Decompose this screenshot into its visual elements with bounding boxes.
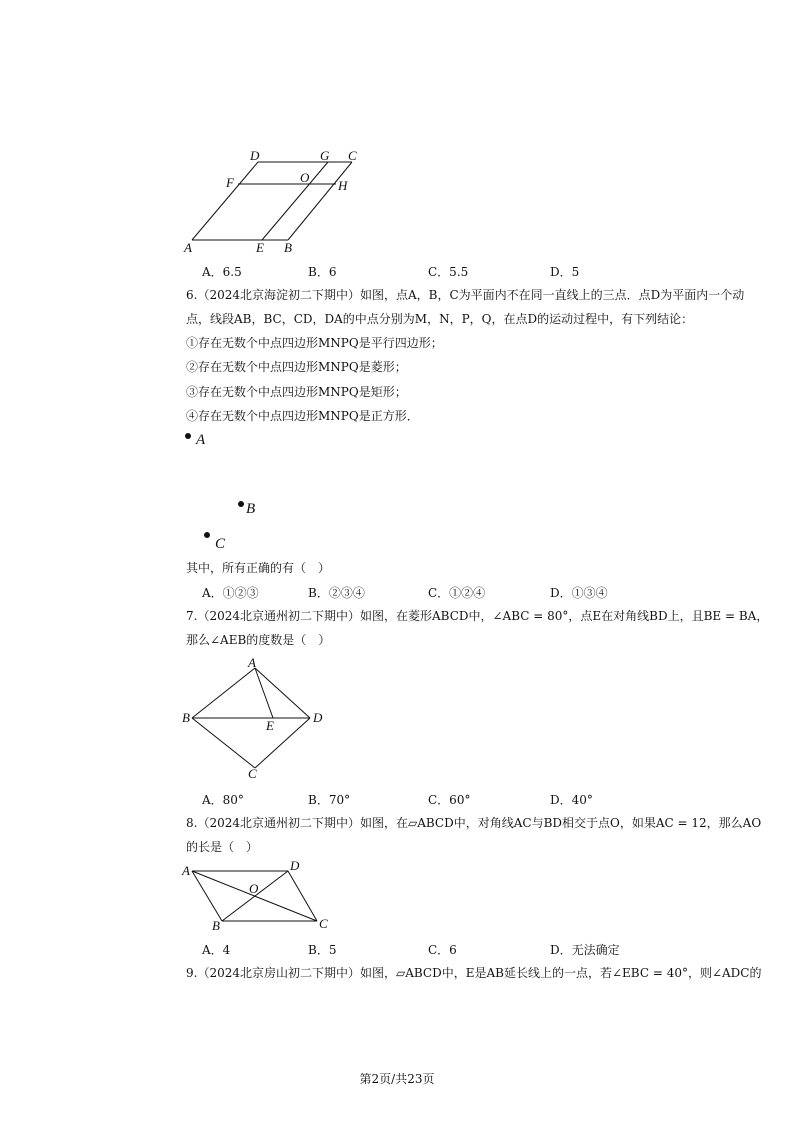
q8-text-line1: 8.（2024北京通州初二下期中）如图，在▱ABCD中，对角线AC与BD相交于点O，如果AC = 12，那么AO (186, 816, 762, 830)
q7-text-line1: 7.（2024北京通州初二下期中）如图，在菱形ABCD中，∠ABC = 80°，点E在对角线BD上，且BE = BA， (186, 609, 769, 623)
points-figure-q6 (180, 428, 270, 556)
label-A: A (184, 240, 192, 255)
label-E: E (256, 240, 264, 255)
label-C: C (348, 148, 357, 163)
segment-AB (192, 871, 222, 921)
segment-DC (255, 718, 310, 768)
q5-option-b: B．6 (308, 265, 337, 279)
label-O: O (300, 170, 310, 185)
segment-AE (255, 668, 273, 718)
q6-option-d: D．①③④ (550, 586, 608, 600)
q8-option-a: A．4 (202, 943, 231, 957)
q7-text-line2: 那么∠AEB的度数是（ ） (186, 633, 331, 647)
label-A: A (182, 863, 190, 878)
q7-option-c: C．60° (428, 793, 471, 807)
q6-option-c: C．①②④ (428, 586, 486, 600)
q8-option-c: C．6 (428, 943, 457, 957)
segment-AD (192, 162, 258, 240)
q7-option-d: D．40° (550, 793, 593, 807)
diagonal-BD (222, 871, 288, 921)
q7-option-b: B．70° (308, 793, 351, 807)
label-G: G (320, 148, 330, 163)
q5-option-d: D．5 (550, 265, 580, 279)
q8-option-b: B．5 (308, 943, 337, 957)
segment-CB (192, 718, 255, 768)
segment-BA (192, 668, 255, 718)
label-O: O (249, 881, 259, 896)
q6-text-line1: 6.（2024北京海淀初二下期中）如图，点A，B，C为平面内不在同一直线上的三点．点D为平面内一个动 (186, 288, 745, 302)
parallelogram-figure-q5 (176, 146, 376, 256)
q6-question: 其中，所有正确的有（ ） (186, 561, 331, 575)
page-footer: 第2页/共23页 (359, 1072, 435, 1086)
segment-DC (288, 871, 317, 921)
q8-text-line2: 的长是（ ） (186, 840, 259, 854)
label-B: B (182, 710, 190, 725)
segment-BC (288, 162, 352, 240)
label-D: D (290, 858, 300, 873)
q7-option-a: A．80° (202, 793, 244, 807)
point-C-label: C (215, 536, 226, 552)
q5-option-c: C．5.5 (428, 265, 469, 279)
point-B-label: B (246, 501, 256, 517)
label-A: A (248, 655, 256, 670)
q9-text-line1: 9.（2024北京房山初二下期中）如图，▱ABCD中，E是AB延长线上的一点，若∠EBC = 40°，则∠ADC的 (186, 966, 762, 980)
q6-option-a: A．①②③ (202, 586, 259, 600)
q8-option-d: D．无法确定 (550, 943, 620, 957)
label-H: H (338, 178, 348, 193)
label-C: C (319, 916, 328, 931)
point-C-dot (204, 532, 210, 538)
parallelogram-figure-q8 (178, 858, 338, 936)
q6-statement-4: ④存在无数个中点四边形MNPQ是正方形． (186, 409, 419, 423)
q6-statement-1: ①存在无数个中点四边形MNPQ是平行四边形； (186, 336, 443, 350)
point-A-dot (185, 433, 191, 439)
label-C: C (248, 766, 257, 781)
label-F: F (226, 175, 234, 190)
segment-EG (262, 162, 328, 240)
point-B-dot (238, 501, 244, 507)
label-D: D (313, 710, 323, 725)
q5-option-a: A．6.5 (202, 265, 242, 279)
label-E: E (266, 718, 274, 733)
q6-text-line2: 点，线段AB，BC，CD，DA的中点分别为M，N，P，Q，在点D的运动过程中，有下列结论： (186, 312, 694, 326)
rhombus-figure-q7 (178, 654, 338, 784)
segment-AD (255, 668, 310, 718)
label-B: B (284, 240, 292, 255)
point-A-label: A (196, 432, 206, 448)
q6-statement-2: ②存在无数个中点四边形MNPQ是菱形； (186, 360, 407, 374)
q6-option-b: B．②③④ (308, 586, 365, 600)
q6-statement-3: ③存在无数个中点四边形MNPQ是矩形； (186, 385, 407, 399)
label-D: D (250, 148, 260, 163)
label-B: B (212, 918, 220, 933)
